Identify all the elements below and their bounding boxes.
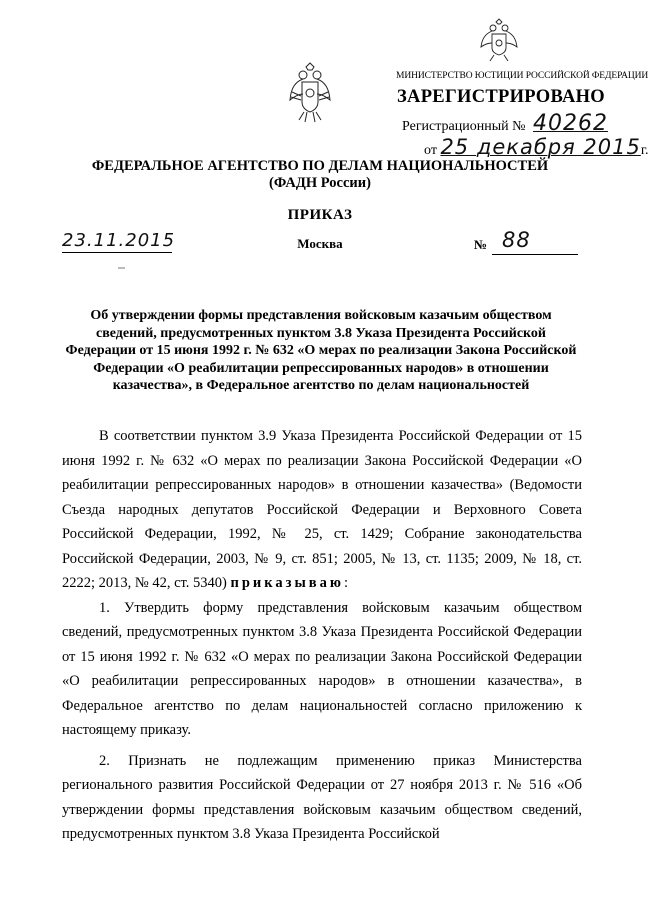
stamp-reg-number-label: Регистрационный № <box>402 119 526 134</box>
agency-name: ФЕДЕРАЛЬНОЕ АГЕНТСТВО ПО ДЕЛАМ НАЦИОНАЛЬНОСТЕЙ <box>91 158 549 174</box>
agency-short-name: (ФАДН России) <box>269 175 371 191</box>
scan-mark <box>118 267 125 269</box>
coat-of-arms-emblem <box>289 62 331 124</box>
preamble-paragraph <box>62 424 582 596</box>
order-subject: Об утверждении формы представления войсковым казачьим обществом сведений, предусмотренных пунктом 3.8 Указа Президента Российской Федерации от 15 июня 1992 г. № 632 «О мерах по реализации Закона Российской Федерации «О реабилитации репрессированных народов» в отношении казачества», в Федеральное агентство по делам национальностей <box>65 308 577 394</box>
stamp-date-prefix: от <box>424 143 437 158</box>
preamble-text: В соответствии пунктом 3.9 Указа Президента Российской Федерации от 15 июня 1992 г. № 632 «О мерах по реализации Закона Российской Федерации «О реабилитации репрессированных народов» в отношении казачества» (Ведомости Съезда народных депутатов Российской Федерации и Верховного Совета Российской Федерации, 1992, № 25, ст. 1429; Собрание законодательства Российской Федерации, 2003, № 9, ст. 851; 2005, № 13, ст. 1135; 2009, № 18, ст. 2222; 2013, № 42, ст. 5340) <box>62 428 582 591</box>
order-number-label: № <box>474 237 488 252</box>
stamp-registered-label: ЗАРЕГИСТРИРОВАНО <box>396 87 605 107</box>
order-date: 23.11.2015 <box>62 230 176 251</box>
order-city: Москва <box>297 236 343 251</box>
order-number-value: 88 <box>492 226 578 255</box>
stamp-ministry-name: МИНИСТЕРСТВО ЮСТИЦИИ РОССИЙСКОЙ ФЕДЕРАЦИИ <box>396 71 649 81</box>
stamp-coat-of-arms-icon <box>480 18 518 62</box>
order-body <box>62 424 582 847</box>
agency-header <box>0 158 640 192</box>
item-2-paragraph: 2. Признать не подлежащим применению приказ Министерства регионального развития Российской Федерации от 27 ноября 2013 г. № 516 «Об утверждении формы представления войсковым казачьим обществом сведений, предусмотренных пунктом 3.8 Указа Президента Российской <box>62 752 582 842</box>
stamp-reg-number-line <box>402 111 608 136</box>
item-1-paragraph: 1. Утвердить форму представления войсковым казачьим обществом сведений, предусмотренных пунктом 3.8 Указа Президента Российской Федерации от 15 июня 1992 г. № 632 «О мерах по реализации Закона Российской Федерации «О реабилитации репрессированных народов» в отношении казачества», в Федеральное агентство по делам национальностей согласно приложению к настоящему приказу. <box>62 599 582 738</box>
order-colon: : <box>343 575 348 591</box>
registration-stamp <box>396 18 649 159</box>
stamp-date-value: 25 декабря 2015 <box>440 135 641 159</box>
stamp-date-suffix: г. <box>640 143 649 158</box>
order-verb: приказываю <box>230 575 344 591</box>
stamp-reg-number-value: 40262 <box>533 111 608 136</box>
page-title: ПРИКАЗ <box>287 207 353 223</box>
stamp-date-line <box>424 135 649 159</box>
